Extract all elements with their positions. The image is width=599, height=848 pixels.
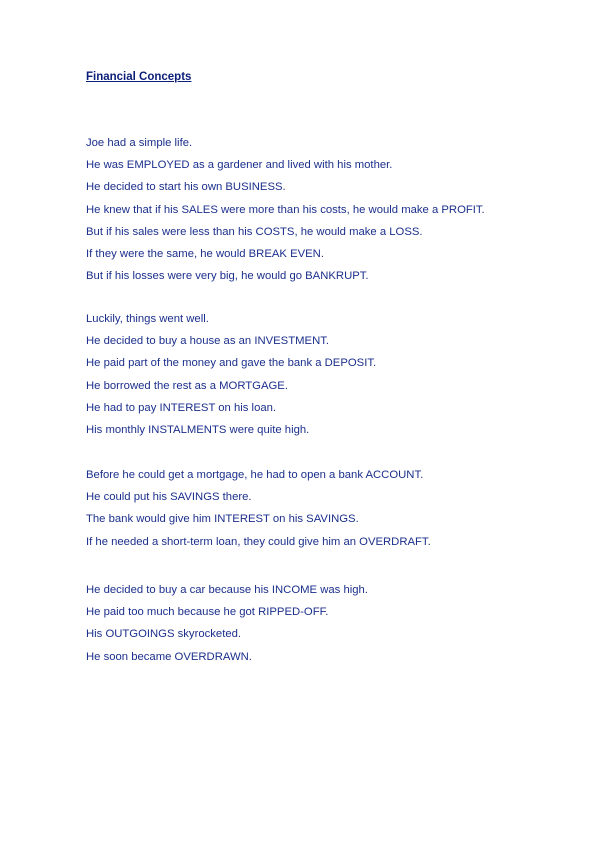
text-line: He paid part of the money and gave the bank a DEPOSIT. [86, 357, 377, 370]
text-line: Luckily, things went well. [86, 313, 209, 325]
paragraph-1 [86, 132, 485, 287]
paragraph-3 [86, 464, 431, 553]
text-line: His OUTGOINGS skyrocketed. [86, 628, 242, 641]
text-line: He paid too much because he got RIPPED-OFF. [86, 606, 329, 619]
text-line: Before he could get a mortgage, he had to open a bank ACCOUNT. [86, 469, 424, 481]
text-line: He was EMPLOYED as a gardener and lived with his mother. [86, 159, 393, 172]
text-line: Joe had a simple life. [86, 137, 193, 149]
text-line: He decided to buy a house as an INVESTMENT. [86, 335, 330, 348]
text-line: He soon became OVERDRAWN. [86, 650, 252, 663]
text-line: But if his losses were very big, he would go BANKRUPT. [86, 270, 369, 283]
paragraph-4 [86, 579, 368, 668]
text-line: If they were the same, he would BREAK EVEN. [86, 247, 324, 260]
text-line: He had to pay INTEREST on his loan. [86, 401, 277, 414]
paragraph-2 [86, 308, 376, 441]
text-line: The bank would give him INTEREST on his SAVINGS. [86, 513, 359, 526]
document-title: Financial Concepts [86, 71, 192, 83]
text-line: But if his sales were less than his COSTS, he would make a LOSS. [86, 225, 423, 238]
text-line: He decided to buy a car because his INCOME was high. [86, 584, 368, 596]
text-line: He borrowed the rest as a MORTGAGE. [86, 379, 288, 392]
text-line: His monthly INSTALMENTS were quite high. [86, 423, 310, 436]
text-line: He decided to start his own BUSINESS. [86, 181, 286, 194]
text-line: If he needed a short-term loan, they could give him an OVERDRAFT. [86, 535, 431, 548]
text-line: He knew that if his SALES were more than his costs, he would make a PROFIT. [86, 203, 485, 216]
text-line: He could put his SAVINGS there. [86, 491, 252, 504]
